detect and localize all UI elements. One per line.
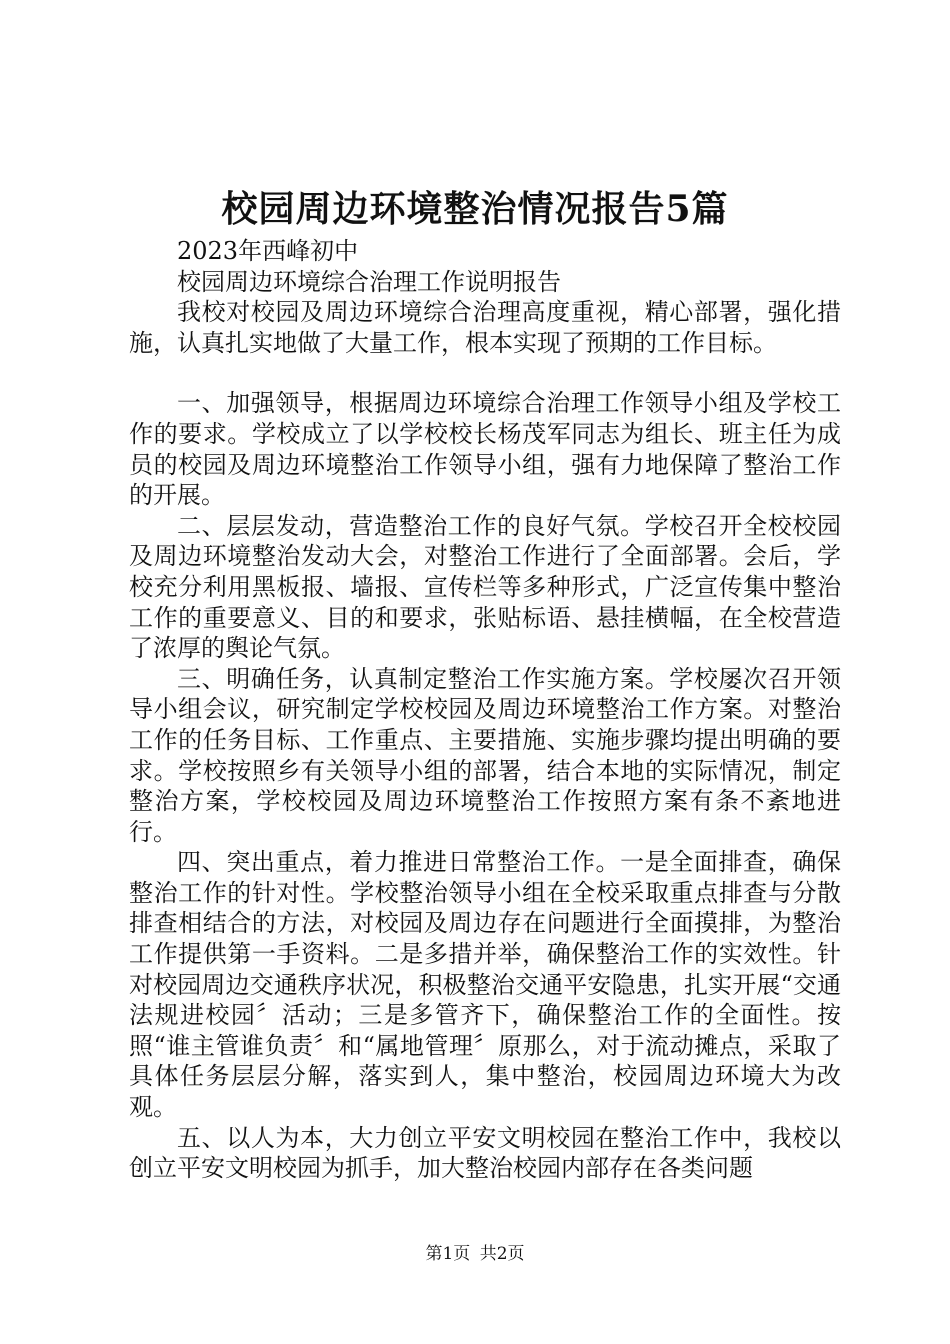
page-total: 共2页 (479, 1244, 525, 1264)
paragraph-intro: 我校对校园及周边环境综合治理高度重视，精心部署，强化措施，认真扎实地做了大量工作，根本实现了预期的工作目标。 (129, 298, 841, 357)
paragraph-date-school: 2023年西峰初中 (177, 237, 359, 265)
paragraph-section-1: 一、加强领导，根据周边环境综合治理工作领导小组及学校工作的要求。学校成立了以学校校长杨茂军同志为组长、班主任为成员的校园及周边环境整治工作领导小组，强有力地保障了整治工作的开展。 (129, 389, 841, 510)
page-footer (0, 1243, 950, 1265)
paragraph-section-5: 五、以人为本，大力创立平安文明校园在整治工作中，我校以创立平安文明校园为抓手，加大整治校园内部存在各类问题 (129, 1123, 841, 1183)
paragraph-section-4: 四、突出重点，着力推进日常整治工作。一是全面排查，确保整治工作的针对性。学校整治领导小组在全校采取重点排查与分散排查相结合的方法，对校园及周边存在问题进行全面摸排，为整治工作提供第一手资料。二是多措并举，确保整治工作的实效性。针对校园周边交通秩序状况，积极整治交通平安隐患，扎实开展“交通法规进校园〞活动；三是多管齐下，确保整治工作的全面性。按照“谁主管谁负责〞和“属地管理〞原那么，对于流动摊点，采取了具体任务层层分解，落实到人，集中整治，校园周边环境大为改观。 (129, 848, 841, 1122)
document-title: 校园周边环境整治情况报告5篇 (221, 188, 729, 230)
document-body (129, 236, 841, 1184)
page-number: 第1页 (425, 1244, 471, 1264)
paragraph-report-subtitle: 校园周边环境综合治理工作说明报告 (177, 267, 561, 296)
paragraph-section-2: 二、层层发动，营造整治工作的良好气氛。学校召开全校校园及周边环境整治发动大会，对整治工作进行了全面部署。会后，学校充分利用黑板报、墙报、宣传栏等多种形式，广泛宣传集中整治工作的重要意义、目的和要求，张贴标语、悬挂横幅，在全校营造了浓厚的舆论气氛。 (129, 511, 841, 663)
paragraph-section-3: 三、明确任务，认真制定整治工作实施方案。学校屡次召开领导小组会议，研究制定学校校园及周边环境整治工作方案。对整治工作的任务目标、工作重点、主要措施、实施步骤均提出明确的要求。学校按照乡有关领导小组的部署，结合本地的实际情况，制定整治方案，学校校园及周边环境整治工作按照方案有条不紊地进行。 (129, 664, 841, 846)
